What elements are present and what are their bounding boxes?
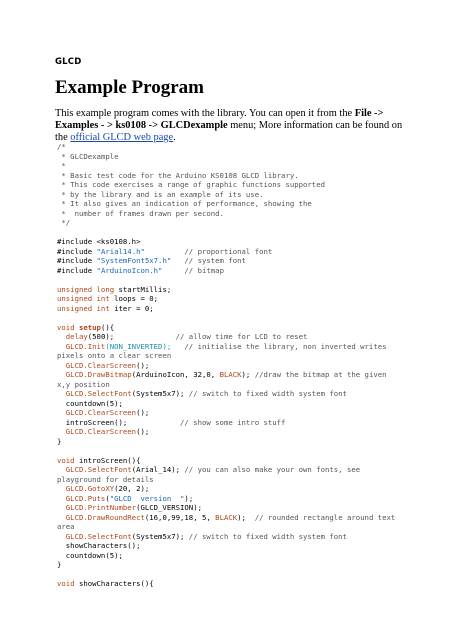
code-line: iter = 0; (109, 303, 154, 313)
code-comment: // bitmap (162, 265, 224, 275)
code-call: GLCD.Puts (57, 493, 106, 503)
code-comment: * Basic test code for the Arduino KS0108 GLCD library. (57, 170, 299, 180)
code-comment: //draw the bitmap at the given (250, 370, 387, 379)
code-comment: // system font (171, 256, 246, 265)
code-comment: // show some intro stuff (127, 417, 286, 427)
code-comment: * (57, 161, 66, 170)
code-constant: BLACK (219, 370, 242, 379)
code-line: ( (105, 493, 110, 503)
code-line: loops = 0; (109, 294, 159, 303)
code-line: ); (184, 493, 194, 503)
code-line: startMillis; (114, 284, 172, 294)
code-call: GLCD.Init (57, 341, 106, 351)
code-comment: * by the library and is an example of its use. (57, 189, 264, 199)
code-keyword: void (57, 579, 75, 588)
code-line: (); (136, 408, 150, 417)
code-line: (GLCD_VERSION); (136, 503, 202, 512)
running-header: GLCD (55, 57, 82, 67)
code-call: GLCD.DrawBitmap (57, 370, 132, 379)
code-string: "Arial14.h" (96, 246, 145, 256)
code-comment: x,y position (57, 379, 110, 389)
intro-text: This example program comes with the library. You can open it from the (55, 108, 355, 119)
code-keyword: unsigned int (57, 294, 110, 303)
code-line: ); (241, 370, 251, 379)
intro-text-2: menu; More information can be found on the (55, 120, 403, 143)
code-comment: // you can also make your own fonts, see (180, 465, 361, 474)
code-string: "SystemFont5x7.h" (96, 256, 172, 265)
code-line: (Arial_14); (131, 465, 181, 474)
code-comment: // switch to fixed width system font (184, 389, 347, 398)
code-line: (); (136, 360, 150, 370)
code-function-name: setup (78, 322, 101, 332)
code-comment: // initialise the library, non inverted writes (171, 341, 387, 351)
code-line: (ArduinoIcon, 32,0, (131, 370, 220, 379)
code-keyword: void (57, 455, 75, 465)
code-line: } (57, 436, 62, 446)
code-string: "GLCD version " (109, 493, 185, 503)
intro-paragraph (55, 108, 417, 144)
code-comment: playground for details (57, 474, 154, 484)
code-line: } (57, 560, 62, 569)
code-comment: // switch to fixed width system font (184, 531, 347, 541)
code-constant: BLACK (215, 512, 238, 522)
menu-path: File -> Examples - > ks0108 -> GLCDexample (55, 108, 384, 131)
code-comment: pixels onto a clear screen (57, 351, 172, 360)
code-keyword: void (57, 322, 79, 332)
page-title: Example Program (55, 77, 204, 98)
code-call: GLCD.ClearScreen (57, 360, 137, 370)
code-line: #include (57, 256, 97, 265)
intro-text-3: . (173, 132, 176, 143)
code-call: GLCD.SelectFont (57, 531, 132, 541)
code-comment: // proportional font (144, 246, 273, 256)
code-call: GLCD.SelectFont (57, 389, 132, 398)
code-comment: area (57, 522, 75, 531)
code-line: (){ (100, 322, 115, 332)
code-line: showCharacters(); (57, 541, 141, 550)
glcd-web-page-link[interactable]: official GLCD web page (70, 132, 174, 143)
code-comment: // allow time for LCD to reset (114, 332, 308, 341)
code-keyword: unsigned int (57, 303, 110, 313)
code-call: GLCD.GotoXY (57, 484, 115, 493)
code-comment: // rounded rectangle around text (245, 512, 396, 522)
code-line: #include (57, 246, 97, 256)
code-string: "ArduinoIcon.h" (96, 265, 163, 275)
code-call: GLCD.DrawRoundRect (57, 512, 145, 522)
code-line: #include <ks0108.h> (57, 237, 141, 246)
code-line: (); (136, 427, 150, 436)
code-call: GLCD.PrintNumber (57, 503, 137, 512)
code-line: (20, 2); (114, 484, 150, 493)
code-line: ); (237, 512, 246, 522)
code-listing (57, 142, 395, 589)
code-comment: * It also gives an indication of performance, showing the (57, 199, 312, 208)
code-line: (16,0,99,18, 5, (144, 512, 216, 522)
code-call: GLCD.SelectFont (57, 465, 132, 474)
code-constant: (NON_INVERTED); (105, 341, 172, 351)
code-line: (500); (87, 332, 115, 341)
code-line: showCharacters(){ (74, 579, 154, 588)
code-comment: */ (57, 218, 71, 227)
code-comment: /* (57, 142, 66, 151)
code-line: introScreen(){ (74, 455, 141, 465)
code-line: countdown(5); (57, 550, 123, 560)
code-comment: * number of frames drawn per second. (57, 208, 224, 218)
code-comment: * This code exercises a range of graphic functions supported (57, 180, 325, 189)
code-line: introScreen(); (57, 417, 128, 427)
code-call: delay (57, 332, 88, 341)
code-keyword: unsigned long (57, 284, 115, 294)
code-line: (System5x7); (131, 531, 185, 541)
code-comment: * GLCDexample (57, 151, 119, 161)
code-call: GLCD.ClearScreen (57, 427, 137, 436)
code-call: GLCD.ClearScreen (57, 408, 137, 417)
code-line: #include (57, 265, 97, 275)
code-line: (System5x7); (131, 389, 185, 398)
code-line: countdown(5); (57, 398, 123, 408)
